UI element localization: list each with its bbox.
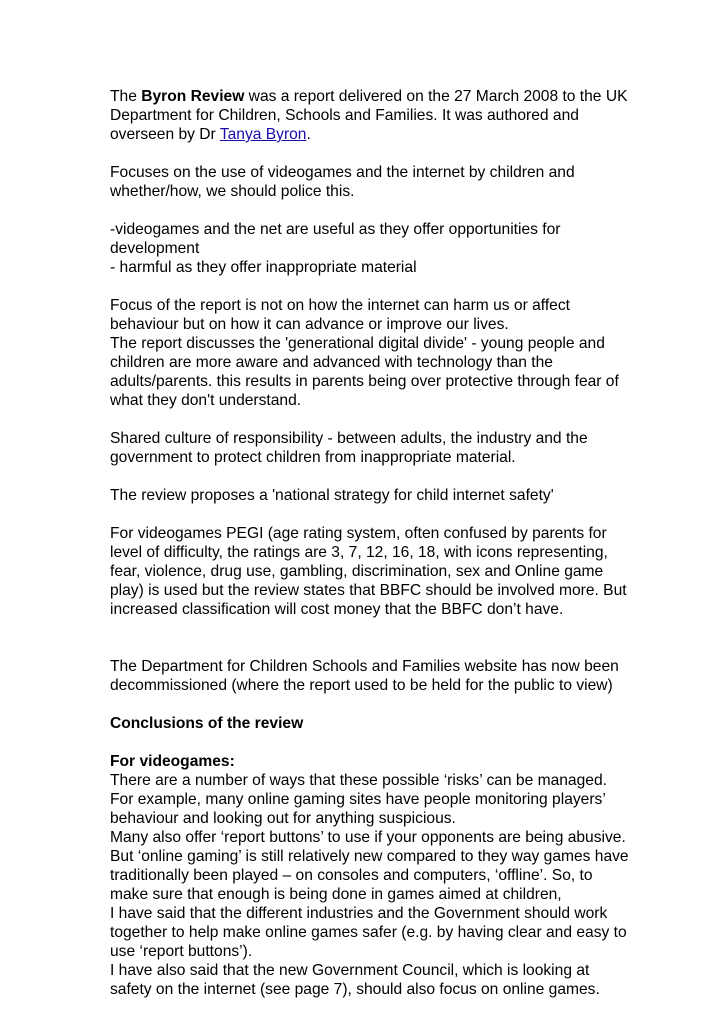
conclusions-heading: Conclusions of the review <box>110 715 304 732</box>
shared-culture-paragraph: Shared culture of responsibility - between adults, the industry and the government to protect children from inappropriate material. <box>110 430 588 466</box>
tanya-byron-link[interactable]: Tanya Byron <box>219 126 307 143</box>
focus-paragraph: Focuses on the use of videogames and the internet by children and whether/how, we should police this. <box>110 164 575 200</box>
intro-text-middle: was a report delivered on the 27 March 2008 to the UK Department for Children, Schools and Families. It was authored and overseen by Dr <box>110 88 628 143</box>
conclusions-body: There are a number of ways that these possible ‘risks’ can be managed. For example, many online gaming sites have people monitoring players’ behaviour and looking out for anything suspicious. Many also offer ‘report buttons’ to use if your opponents are being abusive. But ‘online gaming’ is still relatively new compared to they way games have traditionally been played – on consoles and computers, ‘offline’. So, to make sure that enough is being done in games aimed at children, I have said that the different industries and the Government should work together to help make online games safer (e.g. by having clear and easy to use ‘report buttons’). I have also said that the new Government Council, which is looking at safety on the internet (see page 7), should also focus on online games. <box>110 772 629 998</box>
videogames-subheading: For videogames: <box>110 753 235 770</box>
report-focus-paragraph: Focus of the report is not on how the internet can harm us or affect behaviour but on how it can advance or improve our lives. The report discusses the 'generational digital divide' - young people and children are more aware and advanced with technology than the adults/parents. this results in parents being over protective through fear of what they don't understand. <box>110 297 619 409</box>
pegi-paragraph: For videogames PEGI (age rating system, often confused by parents for level of difficulty, the ratings are 3, 7, 12, 16, 18, with icons representing, fear, violence, drug use, gambling, discrimination, sex and Online game play) is used but the review states that BBFC should be involved more. But increased classification will cost money that the BBFC don’t have. <box>110 525 627 618</box>
document-page <box>110 87 630 999</box>
intro-text-start: The <box>110 88 142 105</box>
intro-paragraph <box>110 87 630 144</box>
national-strategy-paragraph: The review proposes a 'national strategy for child internet safety' <box>110 487 554 504</box>
byron-review-bold: Byron Review <box>141 88 245 105</box>
intro-text-end: . <box>306 126 311 143</box>
useful-harmful-paragraph: -videogames and the net are useful as they offer opportunities for development - harmful as they offer inappropriate material <box>110 221 561 276</box>
decommissioned-paragraph: The Department for Children Schools and Families website has now been decommissioned (where the report used to be held for the public to view) <box>110 658 619 694</box>
